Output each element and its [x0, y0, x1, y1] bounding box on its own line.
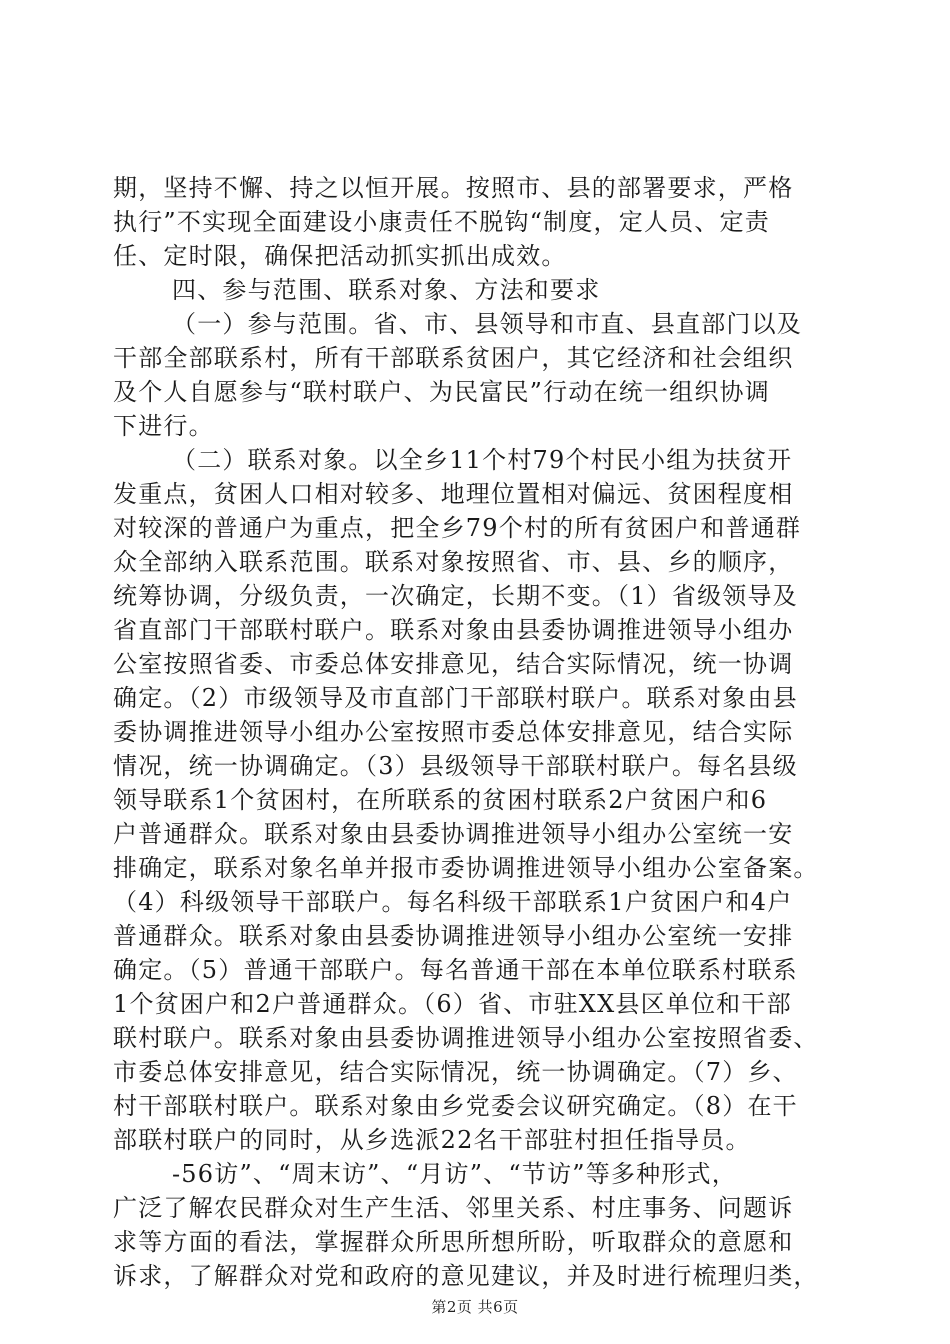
body-line-16: 确定。（2）市级领导及市直部门干部联村联户。联系对象由县 — [113, 684, 798, 712]
body-line-18: 情况，统一协调确定。（3）县级领导干部联村联户。每名县级 — [113, 752, 798, 780]
body-line-30: -56访”、“周末访”、“月访”、“节访”等多种形式， — [172, 1160, 737, 1188]
body-line-8: 下进行。 — [113, 412, 214, 440]
body-line-20: 户普通群众。联系对象由县委协调推进领导小组办公室统一安 — [113, 820, 794, 848]
body-line-26: 联村联户。联系对象由县委协调推进领导小组办公室按照省委、 — [113, 1024, 819, 1052]
body-line-3: 任、定时限，确保把活动抓实抓出成效。 — [113, 242, 567, 270]
body-line-32: 求等方面的看法，掌握群众所思所想所盼，听取群众的意愿和 — [113, 1228, 794, 1256]
body-line-25: 1个贫困户和2户普通群众。（6）省、市驻XX县区单位和干部 — [113, 990, 792, 1018]
body-line-12: 众全部纳入联系范围。联系对象按照省、市、县、乡的顺序， — [113, 548, 794, 576]
body-line-15: 公室按照省委、市委总体安排意见，结合实际情况，统一协调 — [113, 650, 794, 678]
body-line-19: 领导联系1个贫困村，在所联系的贫困村联系2户贫困户和6 — [113, 786, 768, 814]
body-line-10: 发重点，贫困人口相对较多、地理位置相对偏远、贫困程度相 — [113, 480, 794, 508]
body-line-7: 及个人自愿参与“联村联户、为民富民”行动在统一组织协调 — [113, 378, 770, 406]
body-line-17: 委协调推进领导小组办公室按照市委总体安排意见，结合实际 — [113, 718, 794, 746]
body-line-2: 执行”不实现全面建设小康责任不脱钩“制度，定人员、定责 — [113, 208, 770, 236]
body-line-9: （二）联系对象。以全乡11个村79个村民小组为扶贫开 — [172, 446, 793, 474]
body-line-6: 干部全部联系村，所有干部联系贫困户，其它经济和社会组织 — [113, 344, 794, 372]
body-line-29: 部联村联户的同时，从乡选派22名干部驻村担任指导员。 — [113, 1126, 751, 1154]
section-heading: 四、参与范围、联系对象、方法和要求 — [172, 276, 601, 304]
body-line-23: 普通群众。联系对象由县委协调推进领导小组办公室统一安排 — [113, 922, 794, 950]
body-line-5: （一）参与范围。省、市、县领导和市直、县直部门以及 — [172, 310, 802, 338]
page-number-footer: 第2页 共6页 — [431, 1298, 519, 1316]
body-line-31: 广泛了解农民群众对生产生活、邻里关系、村庄事务、问题诉 — [113, 1194, 794, 1222]
body-line-21: 排确定，联系对象名单并报市委协调推进领导小组办公室备案。 — [113, 854, 819, 882]
body-line-22: （4）科级领导干部联户。每名科级干部联系1户贫困户和4户 — [113, 888, 793, 916]
body-line-1: 期，坚持不懈、持之以恒开展。按照市、县的部署要求，严格 — [113, 174, 794, 202]
body-line-33: 诉求，了解群众对党和政府的意见建议，并及时进行梳理归类， — [113, 1262, 819, 1290]
body-line-13: 统筹协调，分级负责，一次确定，长期不变。（1）省级领导及 — [113, 582, 798, 610]
body-line-11: 对较深的普通户为重点，把全乡79个村的所有贫困户和普通群 — [113, 514, 802, 542]
body-line-24: 确定。（5）普通干部联户。每名普通干部在本单位联系村联系 — [113, 956, 798, 984]
body-line-14: 省直部门干部联村联户。联系对象由县委协调推进领导小组办 — [113, 616, 794, 644]
body-line-27: 市委总体安排意见，结合实际情况，统一协调确定。（7）乡、 — [113, 1058, 798, 1086]
body-line-28: 村干部联村联户。联系对象由乡党委会议研究确定。（8）在干 — [113, 1092, 798, 1120]
